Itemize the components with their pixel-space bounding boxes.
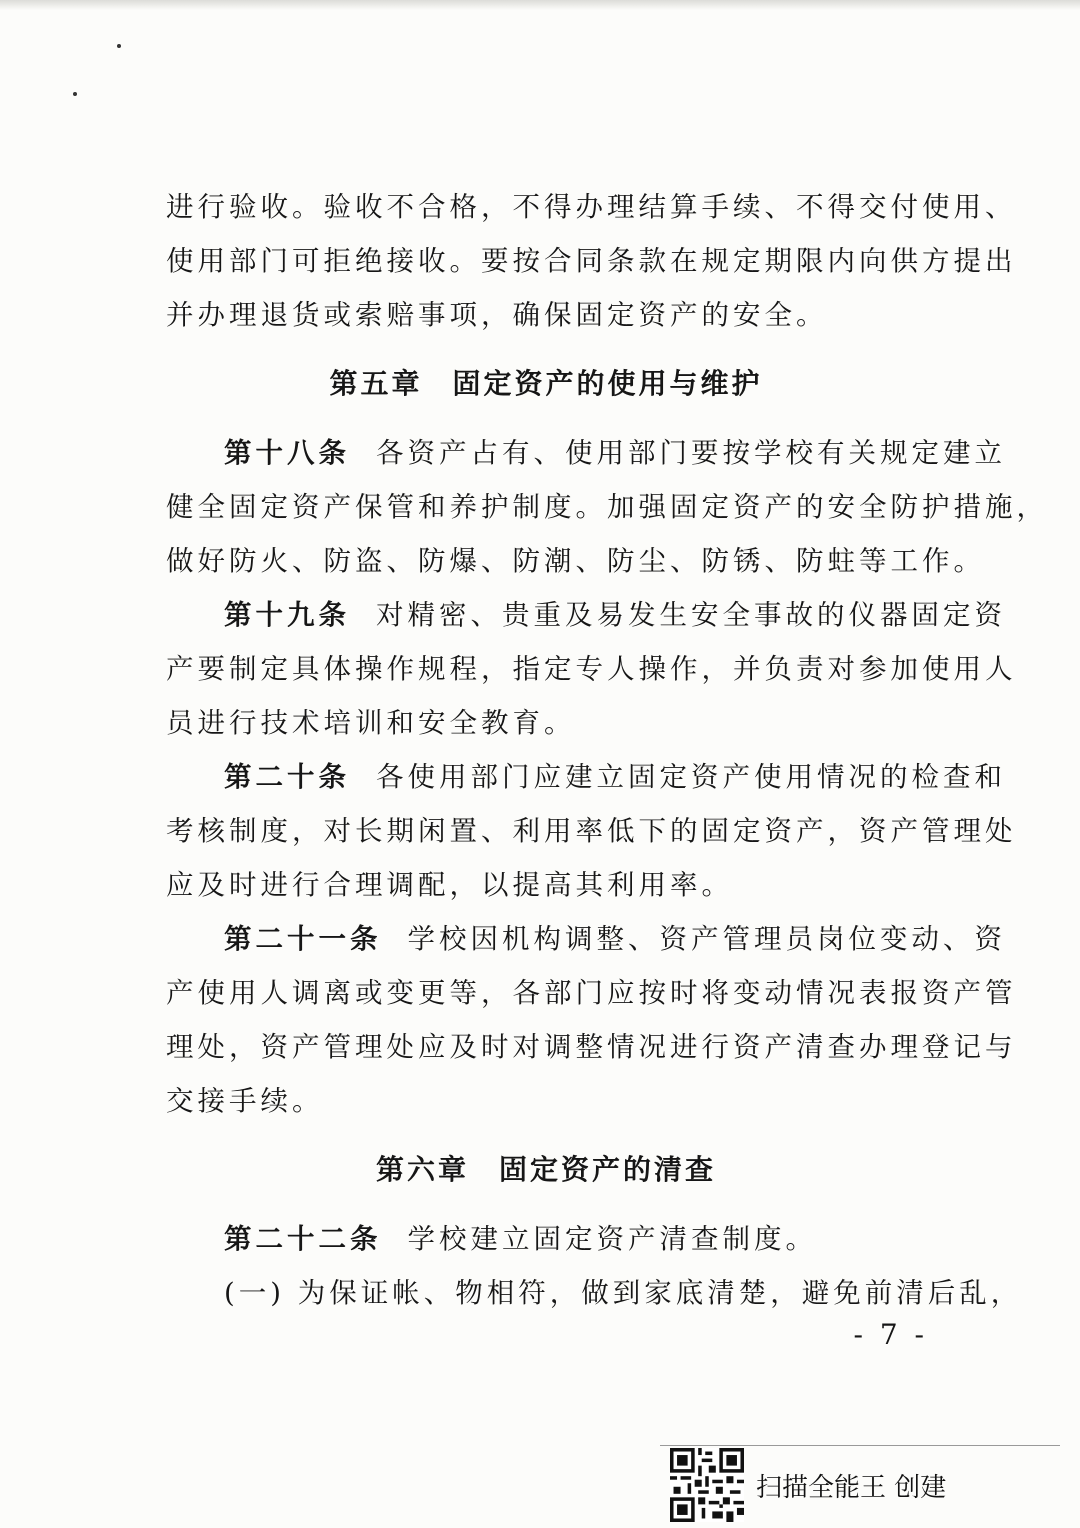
chapter-title: 固定资产的清查 [499,1153,717,1186]
paragraph-line: 考核制度，对长期闲置、利用率低下的固定资产，资产管理处 [166,815,1017,847]
paragraph-line: 员进行技术培训和安全教育。 [166,707,576,739]
paragraph-line: 产使用人调离或变更等，各部门应按时将变动情况表报资产管 [166,977,1017,1009]
scan-speck [117,44,121,48]
paragraph-line: 产要制定具体操作规程，指定专人操作，并负责对参加使用人 [166,653,1017,685]
paragraph-line: 应及时进行合理调配，以提高其利用率。 [166,869,733,901]
article-text: 学校因机构调整、资产管理员岗位变动、资 [407,923,1006,955]
article-label: 第二十一条 [224,923,382,955]
chapter-heading [166,342,926,426]
article-text: 对精密、贵重及易发生安全事故的仪器固定资 [376,599,1006,631]
article-text: 各资产占有、使用部门要按学校有关规定建立 [376,437,1006,469]
article-first-line [166,750,1006,804]
scanner-label: 扫描全能王 创建 [756,1472,947,1503]
paragraph-line: 进行验收。验收不合格，不得办理结算手续、不得交付使用、 [166,191,1017,223]
paragraph-line: 健全固定资产保管和养护制度。加强固定资产的安全防护措施， [166,491,1048,523]
paragraph-line: 交接手续。 [166,1085,324,1117]
article-label: 第十九条 [224,599,350,631]
chapter-heading [166,1128,926,1212]
article-label: 第二十二条 [224,1223,382,1255]
scan-speck [73,92,77,96]
paragraph-line: 理处，资产管理处应及时对调整情况进行资产清查办理登记与 [166,1031,1017,1063]
qr-code-icon [670,1448,744,1522]
chapter-number: 第五章 [329,367,423,400]
article-first-line [166,426,1006,480]
article-first-line [166,912,1006,966]
article-label: 第二十条 [224,761,350,793]
document-body [166,180,1048,1320]
article-text: 学校建立固定资产清查制度。 [407,1223,817,1255]
paragraph-line: 使用部门可拒绝接收。要按合同条款在规定期限内向供方提出 [166,245,1017,277]
chapter-title: 固定资产的使用与维护 [452,367,763,400]
paragraph-line: 并办理退货或索赔事项，确保固定资产的安全。 [166,299,828,331]
article-label: 第十八条 [224,437,350,469]
list-item: (一) 为保证帐、物相符，做到家底清楚，避免前清后乱， [224,1277,1023,1309]
paragraph-line: 做好防火、防盗、防爆、防潮、防尘、防锈、防蛀等工作。 [166,545,985,577]
article-first-line [166,588,1006,642]
chapter-number: 第六章 [375,1153,469,1186]
page-number: - 7 - [853,1318,928,1351]
scanner-watermark [670,1446,946,1524]
article-first-line [166,1212,926,1266]
article-text: 各使用部门应建立固定资产使用情况的检查和 [376,761,1006,793]
scan-edge [0,0,1080,10]
